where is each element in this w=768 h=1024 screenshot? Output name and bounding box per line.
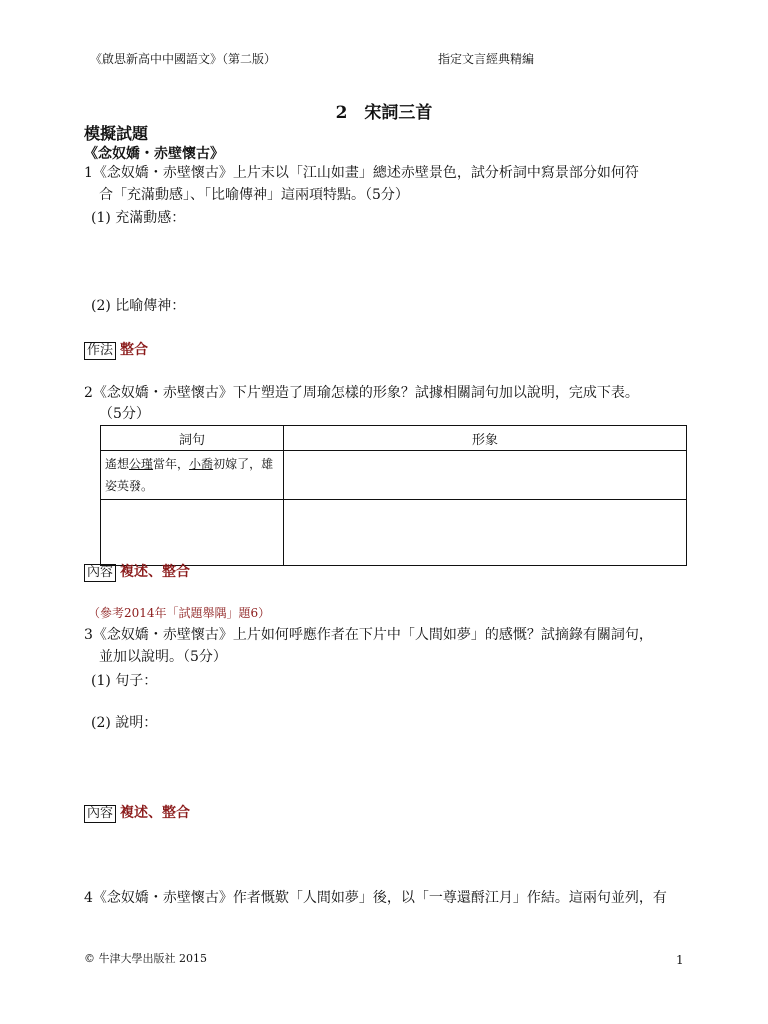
question-1-part-1: (1) 充滿動感： [91,210,186,226]
tag-box: 內容 [84,564,116,582]
header-book-title: 《啟思新高中中國語文》（第二版） [90,52,277,66]
question-3-line-2: 並加以說明。（5分） [99,649,227,665]
question-1-part-2: (2) 比喻傳神： [91,298,186,314]
tag-label: 複述、整合 [120,805,191,821]
reference-note: （參考2014年「試題舉隅」題6） [88,606,271,620]
footer-copyright: © 牛津大學出版社 2015 [84,952,207,965]
page-number: 1 [676,953,684,967]
question-1-tag [84,339,148,360]
table-header-phrase: 詞句 [101,426,284,451]
question-4-line-1: 4《念奴嬌・赤壁懷古》作者慨歎「人間如夢」後，以「一尊還酹江月」作結。這兩句並列，有 [84,890,667,906]
table-cell-phrase: 遙想公瑾當年，小喬初嫁了，雄姿英發。 [101,451,284,500]
tag-label: 整合 [120,342,149,358]
question-2-line-2: （5分） [99,406,150,422]
subsection-heading: 《念奴嬌・赤壁懷古》 [84,146,224,162]
question-1-line-2: 合「充滿動感」、「比喻傳神」這兩項特點。（5分） [99,187,409,203]
question-3-part-2: (2) 說明： [91,715,158,731]
section-heading: 模擬試題 [84,124,149,143]
answer-table [100,425,687,566]
tag-box: 作法 [84,342,116,360]
tag-label: 複述、整合 [120,564,191,580]
tag-box: 內容 [84,805,116,823]
question-2-line-1: 2《念奴嬌・赤壁懷古》下片塑造了周瑜怎樣的形象？試據相關詞句加以說明，完成下表。 [84,385,639,401]
table-cell-image-answer[interactable] [284,500,687,566]
page-title: 2 宋詞三首 [335,103,433,123]
table-cell-phrase-answer[interactable] [101,500,284,566]
question-2-tag [84,561,190,582]
table-cell-image-answer[interactable] [284,451,687,500]
question-3-part-1: (1) 句子： [91,673,158,689]
question-3-tag [84,802,190,823]
question-3-line-1: 3《念奴嬌・赤壁懷古》上片如何呼應作者在下片中「人間如夢」的感慨？試摘錄有關詞句， [84,627,653,643]
header-section-title: 指定文言經典精編 [438,52,535,66]
question-1-line-1: 1《念奴嬌・赤壁懷古》上片末以「江山如畫」總述赤壁景色，試分析詞中寫景部分如何符 [84,165,639,181]
table-header-image: 形象 [284,426,687,451]
